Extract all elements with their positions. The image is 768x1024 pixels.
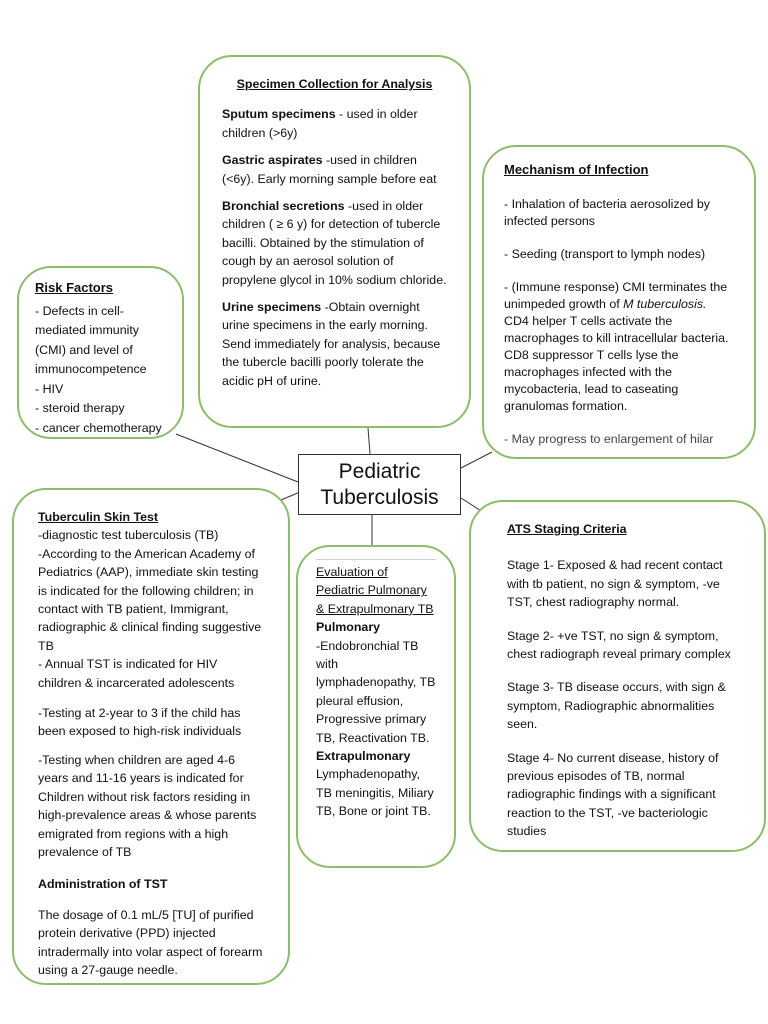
urine-label: Urine specimens (222, 300, 322, 315)
tst-aap-indication: -According to the American Academy of Pediatrics (AAP), immediate skin testing is indicated for the following children; in contact with TB patient, Immigrant, radiographic & clinical finding suggestive TB (38, 546, 262, 653)
ats-stage-1: Stage 1- Exposed & had recent contact with tb patient, no sign & symptom, -ve TST, chest radiography normal. (507, 558, 723, 610)
evaluation-box (296, 545, 456, 868)
risk-item-steroid: - steroid therapy (35, 401, 125, 415)
gastric-text: -used in children (<6y). Early morning sample before eat (222, 153, 437, 186)
risk-item-chemotherapy: - cancer chemotherapy (35, 420, 162, 435)
mechanism-title: Mechanism of Infection (504, 162, 649, 177)
gastric-item (222, 151, 447, 188)
connector-mechanism (461, 452, 492, 468)
extrapulmonary-text: Lymphadenopathy, TB meningitis, Miliary TB, Bone or joint TB. (316, 767, 434, 819)
ats-staging-box (469, 500, 766, 852)
m-tuberculosis-term: M tuberculosis. (623, 297, 707, 311)
tst-title: Tuberculin Skin Test (38, 510, 159, 524)
immune-response-text: - (Immune response) CMI terminates the unimpeded growth of (504, 280, 728, 311)
bronchial-label: Bronchial secretions (222, 199, 345, 214)
ats-stage-2: Stage 2- +ve TST, no sign & symptom, chest radiograph reveal primary complex (507, 628, 731, 662)
mechanism-item-immune-response (504, 279, 734, 415)
bronchial-item (222, 197, 447, 289)
urine-text: -Obtain overnight urine specimens in the early morning. Send immediately for analysis, because the tubercle bacilli poorly tolerate the acidic pH of urine. (222, 300, 441, 388)
ats-title: ATS Staging Criteria (507, 522, 627, 536)
tst-admin-text: The dosage of 0.1 mL/5 [TU] of purified protein derivative (PPD) injected intradermally into volar aspect of forearm using a 27-gauge needle. (38, 907, 263, 977)
specimen-collection-box (198, 55, 471, 428)
tst-intro (38, 508, 264, 692)
central-topic-line1: Pediatric (338, 460, 421, 483)
risk-item-hiv: - HIV (35, 381, 64, 396)
sputum-item (222, 105, 447, 142)
ats-stage-4: Stage 4- No current disease, history of previous episodes of TB, normal radiographic findings with a significant reaction to the TST, -ve bacteriologic studies (507, 750, 719, 839)
sputum-text: - used in older children (>6y) (222, 107, 418, 140)
extrapulmonary-label: Extrapulmonary (316, 749, 411, 764)
tst-definition: -diagnostic test tuberculosis (TB) (38, 528, 219, 543)
tst-annual: - Annual TST is indicated for HIV children & incarcerated adolescents (38, 657, 235, 690)
connector-risk (176, 434, 298, 482)
central-topic-line2: Tuberculosis (320, 486, 439, 509)
pulmonary-text: -Endobronchial TB with lymphadenopathy, TB pleural effusion, Progressive primary TB, Reactivation TB. (316, 638, 436, 745)
mechanism-item-progression: - May progress to enlargement of hilar (504, 432, 714, 446)
pulmonary-label: Pulmonary (316, 620, 381, 635)
connector-specimen (368, 428, 370, 454)
risk-item-cmi: - Defects in cell-mediated immunity (CMI) and level of immunocompetence (35, 303, 147, 376)
central-topic (298, 454, 461, 515)
tst-admin-title: Administration of TST (38, 877, 168, 892)
gastric-label: Gastric aspirates (222, 153, 323, 168)
risk-factors-box (17, 266, 184, 439)
sputum-label: Sputum specimens (222, 107, 336, 122)
tst-testing-ages: -Testing when children are aged 4-6 years and 11-16 years is indicated for Children without risk factors residing in high-prevalence areas & whose parents emigrated from regions with a high prevalence of TB (38, 752, 257, 859)
tst-testing-2-3: -Testing at 2-year to 3 if the child has been exposed to high-risk individuals (38, 706, 242, 739)
ats-stage-3: Stage 3- TB disease occurs, with sign & symptom, Radiographic abnormalities seen. (507, 680, 726, 732)
mechanism-item-seeding: - Seeding (transport to lymph nodes) (504, 247, 706, 261)
tuberculin-skin-test-box (12, 488, 290, 985)
mechanism-of-infection-box (482, 145, 756, 459)
urine-item (222, 298, 447, 390)
risk-title: Risk Factors (35, 280, 114, 295)
mechanism-item-inhalation: - Inhalation of bacteria aerosolized by infected persons (504, 197, 710, 228)
bronchial-text: -used in older children ( ≥ 6 y) for detection of tubercle bacilli. Obtained by the stimulation of cough by an aerosol solution of propylene glycol in 10% sodium chloride. (222, 199, 447, 287)
evaluation-title: Evaluation of Pediatric Pulmonary & Extrapulmonary TB (316, 565, 434, 616)
specimen-title: Specimen Collection for Analysis (236, 77, 433, 91)
evaluation-divider (316, 559, 436, 560)
immune-response-detail: CD4 helper T cells activate the macrophages to kill intracellular bacteria. CD8 suppressor T cells lyse the macrophages infected with the mycobacteria, lead to caseating granulomas formation. (504, 314, 729, 413)
